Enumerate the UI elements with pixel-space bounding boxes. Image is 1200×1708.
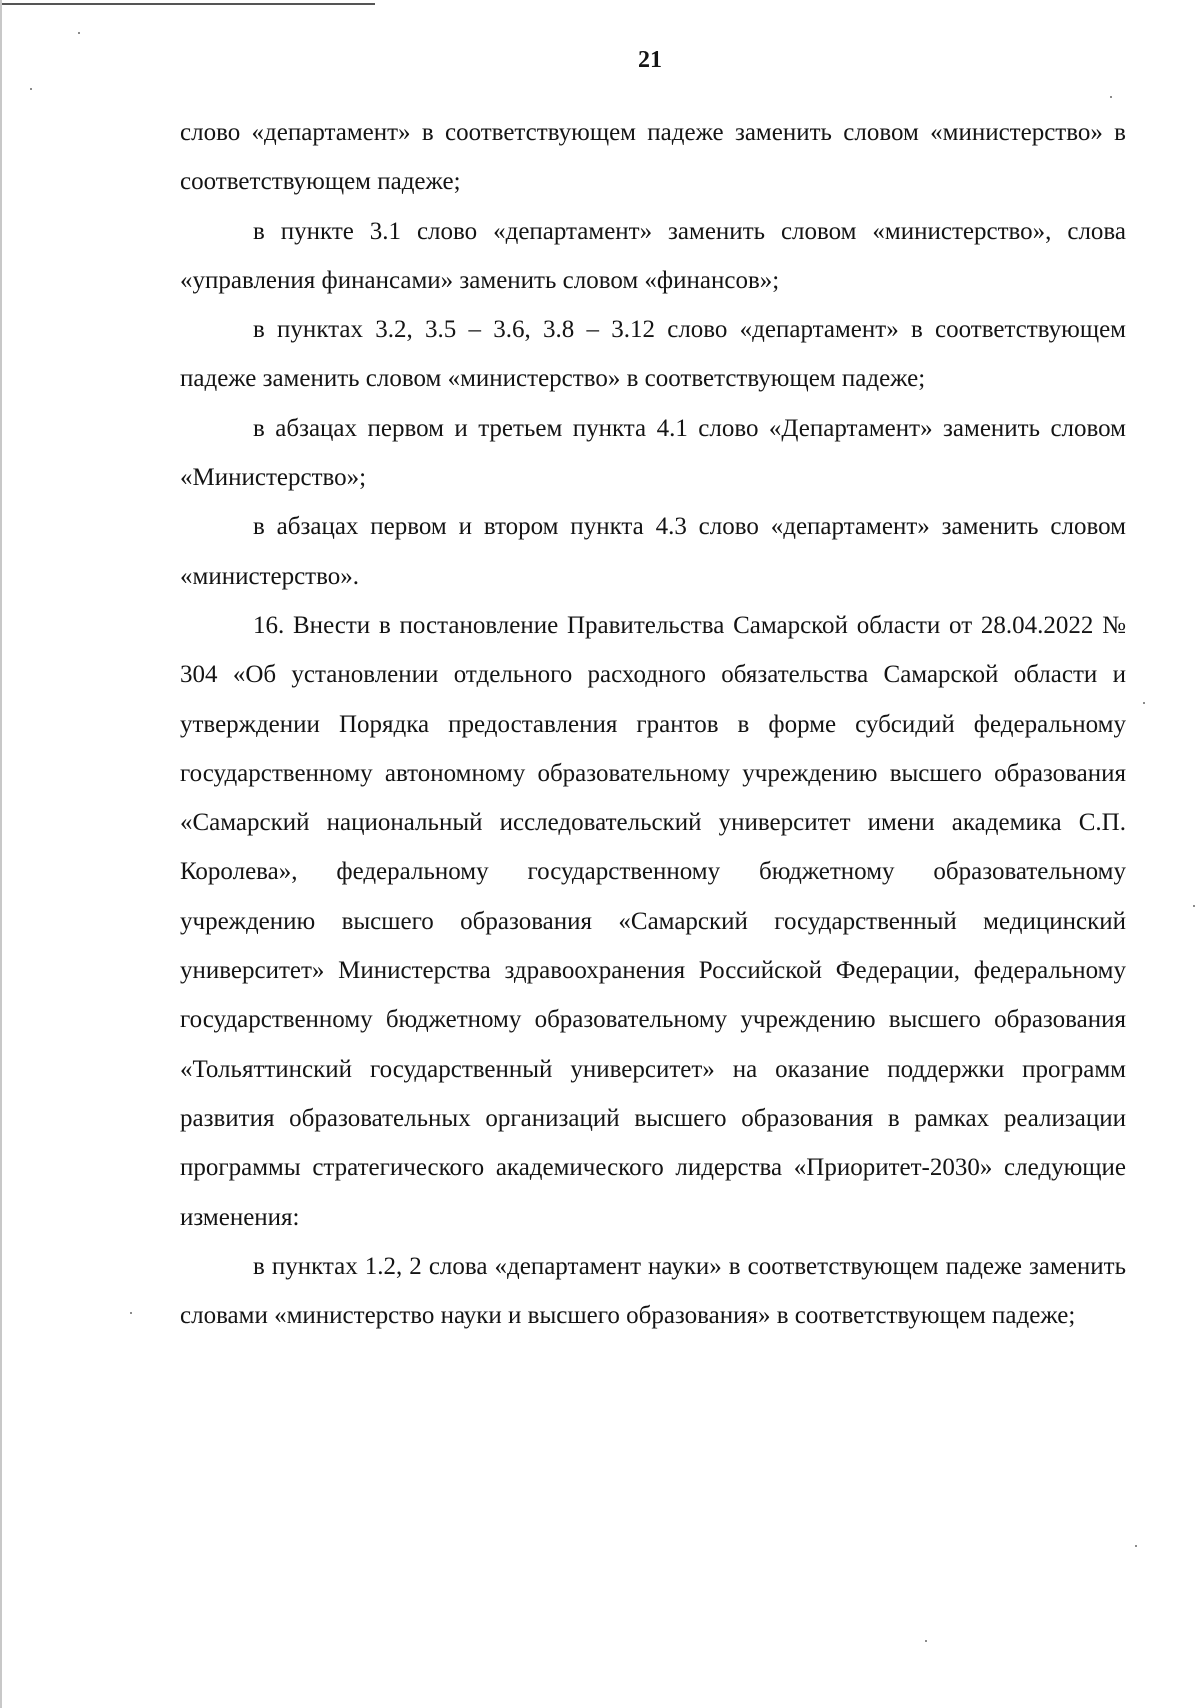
paragraph: слово «департамент» в соответствующем падеже заменить словом «министерство» в соответствующем падеже;	[180, 119, 1126, 196]
paragraph: в пунктах 3.2, 3.5 – 3.6, 3.8 – 3.12 слово «департамент» в соответствующем падеже заменить словом «министерство» в соответствующем падеже;	[180, 316, 1126, 393]
scan-speck	[1143, 702, 1145, 704]
scan-speck	[30, 88, 32, 90]
paragraph: в абзацах первом и третьем пункта 4.1 слово «Департамент» заменить словом «Министерство»;	[180, 414, 1126, 492]
scan-speck	[1135, 1545, 1137, 1547]
scan-speck	[78, 32, 80, 34]
paragraph: в абзацах первом и втором пункта 4.3 слово «департамент» заменить словом «министерство».	[180, 513, 1126, 590]
paragraph: в пунктах 1.2, 2 слова «департамент науки» в соответствующем падеже заменить словами «министерство науки и высшего образования» в соответствующем падеже;	[180, 1252, 1126, 1330]
page-number: 21	[638, 47, 662, 73]
paragraph: в пункте 3.1 слово «департамент» заменить словом «министерство», слова «управления финансами» заменить словом «финансов»;	[180, 217, 1126, 294]
scan-speck	[1193, 905, 1195, 907]
scan-speck	[1110, 96, 1112, 98]
paragraph: 16. Внести в постановление Правительства Самарской области от 28.04.2022 № 304 «Об установлении отдельного расходного обязательства Самарской области и утверждении Порядка предоставления грантов в форме субсидий федеральному государственному автономному образовательному учреждению высшего образования «Самарский национальный исследовательский университет имени академика С.П. Королева», федеральному государственному бюджетному образовательному учреждению высшего образования «Самарский государственный медицинский университет» Министерства здравоохранения Российской Федерации, федеральному государственному бюджетному образовательному учреждению высшего образования «Тольяттинский государственный университет» на оказание поддержки программ развития образовательных организаций высшего образования в рамках реализации программы стратегического академического лидерства «Приоритет-2030» следующие изменения:	[180, 611, 1126, 1231]
scan-speck	[130, 1312, 132, 1314]
scan-artifact-top-line	[0, 3, 375, 5]
document-body	[180, 108, 1126, 1340]
scan-artifact-left-edge	[0, 0, 2, 1708]
scan-speck	[925, 1640, 927, 1642]
